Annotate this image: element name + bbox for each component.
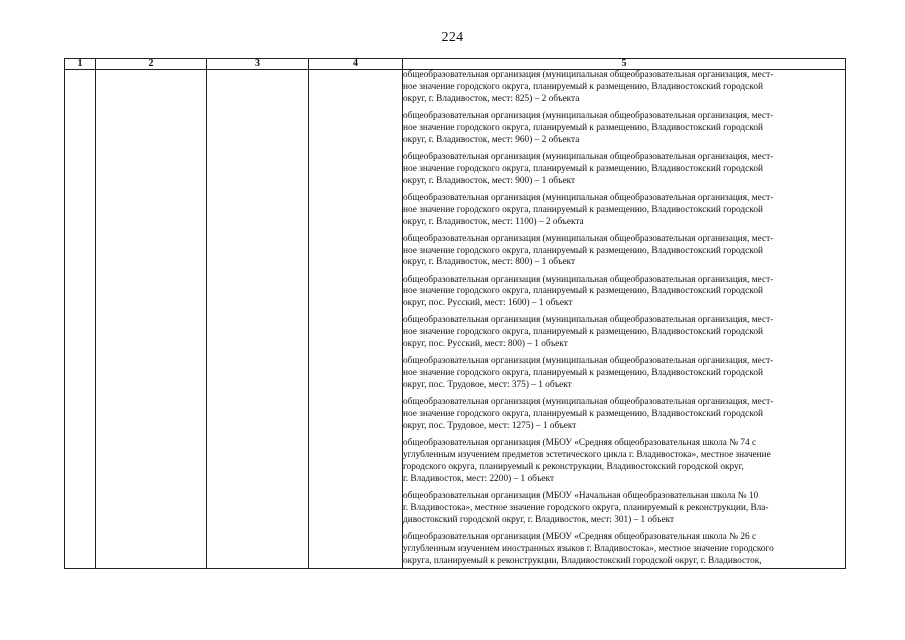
entry-line: округ, г. Владивосток, мест: 825) – 2 объекта <box>403 93 580 104</box>
entry-line: ное значение городского округа, планируемый к размещению, Владивостокский городской <box>403 204 763 215</box>
entry-list <box>403 70 845 568</box>
entry-line: округ, г. Владивосток, мест: 960) – 2 объекта <box>403 134 580 145</box>
list-item <box>403 356 845 392</box>
entry-line: общеобразовательная организация (муниципальная общеобразовательная организация, мест- <box>403 151 774 162</box>
entry-line: углубленным изучением предметов эстетического цикла г. Владивостока», местное значение <box>403 450 771 461</box>
entry-line: округ, пос. Русский, мест: 800) – 1 объект <box>403 339 568 350</box>
list-item <box>403 111 845 147</box>
list-item <box>403 152 845 188</box>
table-row <box>65 70 846 569</box>
entry-line: городского округа, планируемый к реконструкции, Владивостокский городской округ, <box>403 461 744 472</box>
entry-line: ное значение городского округа, планируемый к размещению, Владивостокский городской <box>403 368 763 379</box>
entry-line: общеобразовательная организация (муниципальная общеобразовательная организация, мест- <box>403 110 774 121</box>
cell-column-1 <box>65 70 96 569</box>
entry-line: ное значение городского округа, планируемый к размещению, Владивостокский городской <box>403 327 763 338</box>
column-header-3: 3 <box>207 59 309 70</box>
list-item <box>403 397 845 433</box>
list-item <box>403 70 845 106</box>
entry-line: общеобразовательная организация (муниципальная общеобразовательная организация, мест- <box>403 274 774 285</box>
entry-line: округ, г. Владивосток, мест: 1100) – 2 объекта <box>403 216 584 227</box>
entry-line: общеобразовательная организация (МБОУ «Средняя общеобразовательная школа № 74 с <box>403 438 757 449</box>
entry-line: дивостокский городской округ, г. Владивосток, мест: 301) – 1 объект <box>403 514 675 525</box>
entry-line: округ, пос. Трудовое, мест: 375) – 1 объект <box>403 380 572 391</box>
list-item <box>403 491 845 527</box>
entry-line: общеобразовательная организация (МБОУ «Средняя общеобразовательная школа № 26 с <box>403 531 757 542</box>
entry-line: г. Владивосток, мест: 2200) – 1 объект <box>403 473 555 484</box>
column-header-5: 5 <box>403 59 846 70</box>
entry-line: ное значение городского округа, планируемый к размещению, Владивостокский городской <box>403 163 763 174</box>
cell-column-2 <box>96 70 207 569</box>
entry-line: округ, пос. Русский, мест: 1600) – 1 объект <box>403 298 573 309</box>
entry-line: общеобразовательная организация (муниципальная общеобразовательная организация, мест- <box>403 315 774 326</box>
table-header-row <box>65 59 846 70</box>
entry-line: ное значение городского округа, планируемый к размещению, Владивостокский городской <box>403 286 763 297</box>
list-item <box>403 532 845 568</box>
entry-line: округ, г. Владивосток, мест: 800) – 1 объект <box>403 257 576 268</box>
entry-line: округа, планируемый к реконструкции, Владивостокский городской округ, г. Владивосток, <box>403 555 762 566</box>
list-item <box>403 193 845 229</box>
column-header-2: 2 <box>96 59 207 70</box>
entry-line: ное значение городского округа, планируемый к размещению, Владивостокский городской <box>403 409 763 420</box>
cell-column-4 <box>309 70 403 569</box>
entry-line: общеобразовательная организация (МБОУ «Начальная общеобразовательная школа № 10 <box>403 490 759 501</box>
entry-line: общеобразовательная организация (муниципальная общеобразовательная организация, мест- <box>403 233 774 244</box>
entry-line: общеобразовательная организация (муниципальная общеобразовательная организация, мест- <box>403 356 774 367</box>
cell-column-5 <box>403 70 846 569</box>
entry-line: общеобразовательная организация (муниципальная общеобразовательная организация, мест- <box>403 192 774 203</box>
list-item <box>403 275 845 311</box>
page-number: 224 <box>441 30 464 45</box>
entry-line: общеобразовательная организация (муниципальная общеобразовательная организация, мест- <box>403 70 774 80</box>
column-header-4: 4 <box>309 59 403 70</box>
entry-line: углубленным изучением иностранных языков г. Владивостока», местное значение городского <box>403 543 774 554</box>
entry-line: г. Владивостока», местное значение городского округа, планируемый к реконструкции, Вла- <box>403 502 769 513</box>
entry-line: ное значение городского округа, планируемый к размещению, Владивостокский городской <box>403 81 763 92</box>
document-table <box>64 58 846 569</box>
list-item <box>403 438 845 486</box>
list-item <box>403 315 845 351</box>
entry-line: ное значение городского округа, планируемый к размещению, Владивостокский городской <box>403 245 763 256</box>
entry-line: ное значение городского округа, планируемый к размещению, Владивостокский городской <box>403 122 763 133</box>
entry-line: общеобразовательная организация (муниципальная общеобразовательная организация, мест- <box>403 397 774 408</box>
entry-line: округ, г. Владивосток, мест: 900) – 1 объект <box>403 175 576 186</box>
cell-column-3 <box>207 70 309 569</box>
list-item <box>403 234 845 270</box>
column-header-1: 1 <box>65 59 96 70</box>
entry-line: округ, пос. Трудовое, мест: 1275) – 1 объект <box>403 421 577 432</box>
